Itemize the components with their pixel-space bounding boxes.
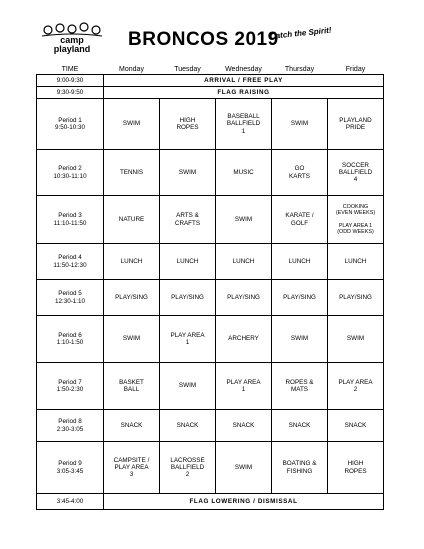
cell-line: 9:50-10:30 bbox=[54, 124, 86, 131]
table-row bbox=[37, 280, 384, 316]
activity-cell-monday bbox=[104, 410, 160, 442]
column-header-time: TIME bbox=[61, 65, 79, 73]
column-header-wednesday: Wednesday bbox=[225, 65, 262, 73]
cell-line: CAMPSITE / bbox=[113, 456, 150, 464]
cell-line: SWIM bbox=[122, 120, 141, 128]
table-row bbox=[37, 363, 384, 410]
activity-cell-wednesday bbox=[216, 99, 272, 150]
cell-line: MATS bbox=[290, 386, 309, 393]
time-cell bbox=[37, 75, 104, 87]
cell-line: Period 1 bbox=[58, 116, 82, 124]
cell-line: Period 3 bbox=[58, 212, 82, 220]
cell-line: GO bbox=[294, 165, 305, 173]
cell-line: PLAY/SING bbox=[115, 293, 148, 301]
header-row bbox=[37, 64, 384, 75]
activity-cell-monday bbox=[104, 442, 160, 494]
cell-line: PRIDE bbox=[345, 124, 366, 131]
cell-line: SNACK bbox=[288, 421, 311, 429]
activity-cell-tuesday bbox=[160, 280, 216, 316]
cell-line: LUNCH bbox=[120, 257, 143, 265]
cell-line: MUSIC bbox=[233, 168, 254, 176]
cell-line: LUNCH bbox=[344, 257, 367, 265]
table-row bbox=[37, 99, 384, 150]
cell-line: 3:45-4:00 bbox=[56, 497, 84, 505]
cell-line: PLAY AREA bbox=[170, 331, 205, 339]
cell-line: SWIM bbox=[234, 215, 253, 223]
cell-line: 11:50-12:30 bbox=[53, 261, 87, 269]
activity-cell-wednesday bbox=[216, 244, 272, 280]
cell-line: 4 bbox=[353, 176, 358, 184]
svg-text:camp: camp bbox=[60, 35, 84, 45]
table-row bbox=[37, 316, 384, 363]
time-cell bbox=[37, 410, 104, 442]
camp-playland-logo bbox=[38, 22, 106, 54]
activity-cell-monday bbox=[104, 316, 160, 363]
cell-line: BALL bbox=[123, 386, 140, 393]
cell-line: HIGH bbox=[179, 116, 196, 124]
cell-line: KARATE / bbox=[285, 212, 314, 220]
activity-cell-tuesday bbox=[160, 316, 216, 363]
time-cell bbox=[37, 316, 104, 363]
table-row bbox=[37, 442, 384, 494]
cell-line: (ODD WEEKS) bbox=[337, 228, 374, 235]
activity-cell-monday bbox=[104, 150, 160, 196]
cell-line: 1 bbox=[185, 339, 190, 346]
all-days-activity: FLAG RAISING bbox=[104, 87, 384, 99]
time-cell bbox=[37, 363, 104, 410]
activity-cell-wednesday bbox=[216, 196, 272, 244]
all-days-activity: FLAG LOWERING / DISMISSAL bbox=[104, 494, 384, 510]
cell-line: PLAY AREA bbox=[338, 378, 373, 386]
activity-cell-tuesday bbox=[160, 363, 216, 410]
activity-cell-thursday bbox=[272, 99, 328, 150]
column-header-monday: Monday bbox=[119, 65, 144, 73]
activity-cell-monday bbox=[104, 196, 160, 244]
activity-cell-thursday bbox=[272, 244, 328, 280]
activity-cell-wednesday bbox=[216, 410, 272, 442]
time-cell bbox=[37, 442, 104, 494]
cell-line: 1 bbox=[241, 386, 246, 393]
cell-line: 3:05-3:45 bbox=[56, 467, 84, 475]
cell-line: HIGH bbox=[347, 460, 364, 468]
activity-cell-friday bbox=[328, 244, 384, 280]
cell-line: Period 8 bbox=[58, 418, 82, 426]
cell-line: (EVEN WEEKS) bbox=[335, 210, 376, 217]
cell-line: SWIM bbox=[290, 120, 309, 128]
table-row bbox=[37, 87, 384, 99]
cell-line: 2 bbox=[353, 386, 358, 393]
cell-line: COOKING bbox=[342, 203, 369, 210]
table-row bbox=[37, 150, 384, 196]
cell-line: BOATING & bbox=[282, 460, 317, 468]
cell-line: Period 2 bbox=[58, 165, 82, 173]
activity-cell-monday bbox=[104, 280, 160, 316]
time-cell bbox=[37, 494, 104, 510]
cell-line: SNACK bbox=[176, 421, 199, 429]
cell-line: Period 5 bbox=[58, 290, 82, 298]
cell-line: SWIM bbox=[234, 463, 253, 471]
cell-line: SOCCER bbox=[342, 161, 369, 169]
cell-line: ARCHERY bbox=[228, 335, 259, 343]
activity-cell-monday bbox=[104, 99, 160, 150]
cell-line: 1:50-2:30 bbox=[56, 386, 84, 393]
table-row bbox=[37, 244, 384, 280]
cell-line: 2 bbox=[185, 471, 190, 479]
cell-line: 9:00-9:30 bbox=[56, 76, 84, 84]
activity-cell-friday bbox=[328, 316, 384, 363]
cell-line: SNACK bbox=[232, 421, 255, 429]
activity-cell-thursday bbox=[272, 196, 328, 244]
cell-line: PLAYLAND bbox=[339, 116, 372, 124]
cell-line: ROPES bbox=[344, 467, 367, 475]
cell-line: BALLFIELD bbox=[226, 120, 261, 128]
all-days-activity: ARRIVAL / FREE PLAY bbox=[104, 75, 384, 87]
time-cell bbox=[37, 196, 104, 244]
cell-line: BASEBALL bbox=[227, 113, 260, 121]
tagline: Catch the Spirit! bbox=[269, 25, 332, 41]
cell-line: SWIM bbox=[178, 382, 197, 390]
cell-line: Period 6 bbox=[58, 331, 82, 339]
cell-line: CRAFTS bbox=[174, 219, 201, 227]
activity-cell-tuesday bbox=[160, 442, 216, 494]
activity-cell-thursday bbox=[272, 442, 328, 494]
cell-line: FISHING bbox=[286, 467, 313, 475]
cell-line: 3 bbox=[129, 471, 134, 479]
activity-cell-thursday bbox=[272, 150, 328, 196]
cell-line: SWIM bbox=[178, 168, 197, 176]
activity-cell-friday bbox=[328, 363, 384, 410]
time-cell bbox=[37, 150, 104, 196]
cell-line: LUNCH bbox=[232, 257, 255, 265]
cell-line: ROPES & bbox=[285, 378, 314, 386]
activity-cell-wednesday bbox=[216, 442, 272, 494]
cell-line: TENNIS bbox=[119, 168, 144, 176]
cell-line: 12:30-1:10 bbox=[54, 297, 86, 305]
cell-line: SNACK bbox=[344, 421, 367, 429]
activity-cell-friday bbox=[328, 99, 384, 150]
cell-line: LUNCH bbox=[176, 257, 199, 265]
cell-line: PLAY AREA 1 bbox=[338, 222, 373, 229]
cell-line: PLAY/SING bbox=[171, 293, 204, 301]
cell-line: PLAY AREA bbox=[226, 378, 261, 386]
cell-line: PLAY/SING bbox=[283, 293, 316, 301]
activity-cell-thursday bbox=[272, 316, 328, 363]
cell-line: BASKET bbox=[119, 378, 144, 386]
activity-cell-wednesday bbox=[216, 150, 272, 196]
time-cell bbox=[37, 99, 104, 150]
cell-line: PLAY/SING bbox=[227, 293, 260, 301]
cell-line: Period 7 bbox=[58, 378, 82, 386]
activity-cell-thursday bbox=[272, 363, 328, 410]
column-header-thursday: Thursday bbox=[284, 65, 315, 73]
activity-cell-friday bbox=[328, 196, 384, 244]
activity-cell-thursday bbox=[272, 410, 328, 442]
schedule-body bbox=[37, 75, 384, 510]
cell-line: 1:10-1:50 bbox=[56, 339, 84, 346]
activity-cell-monday bbox=[104, 244, 160, 280]
activity-cell-friday bbox=[328, 150, 384, 196]
cell-line: 9:30-9:50 bbox=[56, 88, 84, 96]
column-header-friday: Friday bbox=[345, 65, 366, 73]
time-cell bbox=[37, 244, 104, 280]
activity-cell-friday bbox=[328, 442, 384, 494]
activity-cell-tuesday bbox=[160, 150, 216, 196]
cell-line: LUNCH bbox=[288, 257, 311, 265]
cell-line: SWIM bbox=[122, 335, 141, 343]
cell-line: NATURE bbox=[118, 215, 145, 223]
activity-cell-wednesday bbox=[216, 316, 272, 363]
cell-line: LACROSSE bbox=[170, 456, 205, 464]
cell-line: BALLFIELD bbox=[170, 463, 205, 471]
activity-cell-wednesday bbox=[216, 280, 272, 316]
activity-cell-friday bbox=[328, 410, 384, 442]
cell-line: 10:30-11:10 bbox=[53, 172, 87, 180]
table-row bbox=[37, 196, 384, 244]
cell-line: 11:10-11:50 bbox=[53, 219, 87, 227]
cell-line: ROPES bbox=[176, 124, 199, 131]
time-cell bbox=[37, 280, 104, 316]
table-row bbox=[37, 75, 384, 87]
cell-line: Period 4 bbox=[58, 254, 82, 262]
cell-line: 1 bbox=[241, 127, 246, 135]
activity-cell-tuesday bbox=[160, 244, 216, 280]
cell-line: BALLFIELD bbox=[338, 168, 373, 176]
svg-text:playland: playland bbox=[53, 44, 91, 54]
table-row bbox=[37, 410, 384, 442]
schedule-table bbox=[36, 64, 384, 510]
cell-line: PLAY AREA bbox=[114, 463, 149, 471]
cell-line: SWIM bbox=[346, 335, 365, 343]
cell-line: ARTS & bbox=[176, 212, 199, 220]
cell-line: Period 9 bbox=[58, 460, 82, 468]
activity-cell-tuesday bbox=[160, 196, 216, 244]
cell-line: GOLF bbox=[290, 219, 309, 227]
activity-cell-thursday bbox=[272, 280, 328, 316]
time-cell bbox=[37, 87, 104, 99]
cell-line: PLAY/SING bbox=[339, 293, 372, 301]
cell-line: 2:30-3:05 bbox=[56, 425, 84, 433]
cell-line: SNACK bbox=[120, 421, 143, 429]
activity-cell-tuesday bbox=[160, 99, 216, 150]
activity-cell-tuesday bbox=[160, 410, 216, 442]
activity-cell-friday bbox=[328, 280, 384, 316]
cell-line: SWIM bbox=[290, 335, 309, 343]
page-title: BRONCOS 2019 bbox=[128, 29, 279, 50]
activity-cell-monday bbox=[104, 363, 160, 410]
column-header-tuesday: Tuesday bbox=[174, 65, 201, 73]
table-row bbox=[37, 494, 384, 510]
activity-cell-wednesday bbox=[216, 363, 272, 410]
cell-line: KARTS bbox=[289, 172, 310, 180]
